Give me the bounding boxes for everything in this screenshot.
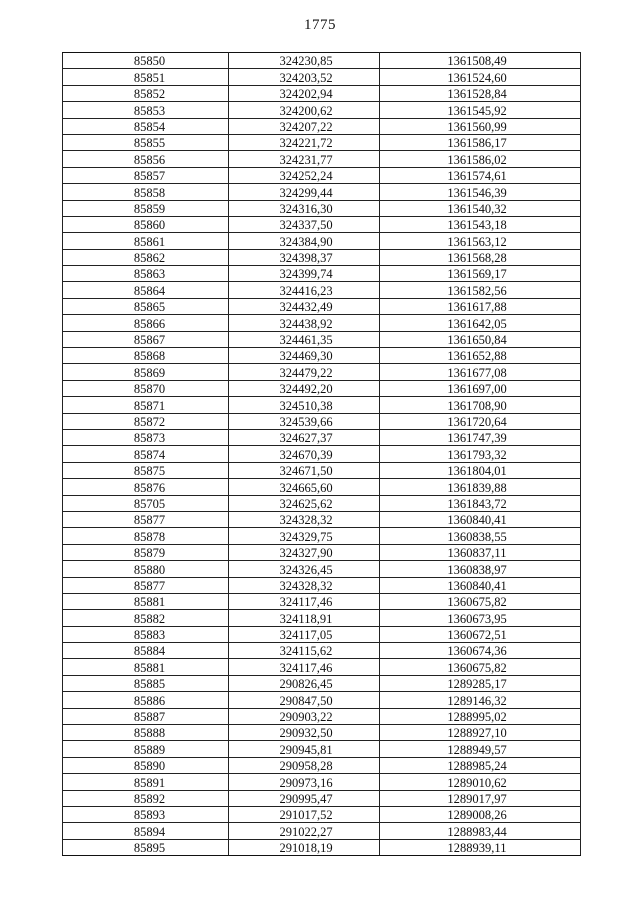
y-coordinate-cell: 1289285,17 xyxy=(380,675,581,691)
point-id-cell: 85886 xyxy=(63,692,229,708)
point-id-cell: 85870 xyxy=(63,380,229,396)
x-coordinate-cell: 324328,32 xyxy=(229,511,380,527)
y-coordinate-cell: 1360838,97 xyxy=(380,561,581,577)
point-id-cell: 85852 xyxy=(63,85,229,101)
x-coordinate-cell: 324671,50 xyxy=(229,462,380,478)
point-id-cell: 85879 xyxy=(63,544,229,560)
y-coordinate-cell: 1361528,84 xyxy=(380,85,581,101)
x-coordinate-cell: 324461,35 xyxy=(229,331,380,347)
point-id-cell: 85881 xyxy=(63,593,229,609)
x-coordinate-cell: 324479,22 xyxy=(229,364,380,380)
y-coordinate-cell: 1360840,41 xyxy=(380,577,581,593)
x-coordinate-cell: 290826,45 xyxy=(229,675,380,691)
point-id-cell: 85862 xyxy=(63,249,229,265)
table-row xyxy=(63,708,581,724)
point-id-cell: 85864 xyxy=(63,282,229,298)
x-coordinate-cell: 324327,90 xyxy=(229,544,380,560)
y-coordinate-cell: 1288939,11 xyxy=(380,839,581,855)
x-coordinate-cell: 324627,37 xyxy=(229,429,380,445)
point-id-cell: 85874 xyxy=(63,446,229,462)
x-coordinate-cell: 324432,49 xyxy=(229,298,380,314)
y-coordinate-cell: 1360837,11 xyxy=(380,544,581,560)
y-coordinate-cell: 1361804,01 xyxy=(380,462,581,478)
table-row xyxy=(63,53,581,69)
x-coordinate-cell: 324207,22 xyxy=(229,118,380,134)
point-id-cell: 85858 xyxy=(63,184,229,200)
point-id-cell: 85877 xyxy=(63,511,229,527)
table-row xyxy=(63,429,581,445)
table-row xyxy=(63,643,581,659)
y-coordinate-cell: 1361563,12 xyxy=(380,233,581,249)
x-coordinate-cell: 324399,74 xyxy=(229,266,380,282)
x-coordinate-cell: 324384,90 xyxy=(229,233,380,249)
y-coordinate-cell: 1360838,55 xyxy=(380,528,581,544)
point-id-cell: 85863 xyxy=(63,266,229,282)
y-coordinate-cell: 1361677,08 xyxy=(380,364,581,380)
y-coordinate-cell: 1361569,17 xyxy=(380,266,581,282)
y-coordinate-cell: 1289017,97 xyxy=(380,790,581,806)
table-row xyxy=(63,577,581,593)
y-coordinate-cell: 1361568,28 xyxy=(380,249,581,265)
x-coordinate-cell: 324299,44 xyxy=(229,184,380,200)
point-id-cell: 85888 xyxy=(63,725,229,741)
x-coordinate-cell: 324117,46 xyxy=(229,593,380,609)
y-coordinate-cell: 1361582,56 xyxy=(380,282,581,298)
table-row xyxy=(63,757,581,773)
table-row xyxy=(63,544,581,560)
table-row xyxy=(63,233,581,249)
y-coordinate-cell: 1361543,18 xyxy=(380,216,581,232)
table-row xyxy=(63,511,581,527)
table-row xyxy=(63,659,581,675)
table-row xyxy=(63,249,581,265)
y-coordinate-cell: 1361560,99 xyxy=(380,118,581,134)
x-coordinate-cell: 291018,19 xyxy=(229,839,380,855)
y-coordinate-cell: 1361642,05 xyxy=(380,315,581,331)
table-row xyxy=(63,626,581,642)
table-row xyxy=(63,298,581,314)
point-id-cell: 85889 xyxy=(63,741,229,757)
x-coordinate-cell: 290958,28 xyxy=(229,757,380,773)
table-row xyxy=(63,741,581,757)
table-row xyxy=(63,134,581,150)
y-coordinate-cell: 1288927,10 xyxy=(380,725,581,741)
table-row xyxy=(63,528,581,544)
x-coordinate-cell: 324203,52 xyxy=(229,69,380,85)
x-coordinate-cell: 324670,39 xyxy=(229,446,380,462)
x-coordinate-cell: 324252,24 xyxy=(229,167,380,183)
table-row xyxy=(63,413,581,429)
point-id-cell: 85895 xyxy=(63,839,229,855)
point-id-cell: 85890 xyxy=(63,757,229,773)
y-coordinate-cell: 1361652,88 xyxy=(380,348,581,364)
point-id-cell: 85866 xyxy=(63,315,229,331)
coordinates-table-body xyxy=(63,53,581,856)
table-row xyxy=(63,85,581,101)
x-coordinate-cell: 324115,62 xyxy=(229,643,380,659)
table-row xyxy=(63,839,581,855)
point-id-cell: 85865 xyxy=(63,298,229,314)
point-id-cell: 85851 xyxy=(63,69,229,85)
y-coordinate-cell: 1361586,02 xyxy=(380,151,581,167)
table-row xyxy=(63,823,581,839)
table-row xyxy=(63,216,581,232)
table-row xyxy=(63,561,581,577)
point-id-cell: 85705 xyxy=(63,495,229,511)
y-coordinate-cell: 1361524,60 xyxy=(380,69,581,85)
x-coordinate-cell: 324539,66 xyxy=(229,413,380,429)
table-row xyxy=(63,806,581,822)
point-id-cell: 85850 xyxy=(63,53,229,69)
point-id-cell: 85884 xyxy=(63,643,229,659)
coordinates-table xyxy=(62,52,581,856)
point-id-cell: 85882 xyxy=(63,610,229,626)
point-id-cell: 85885 xyxy=(63,675,229,691)
table-row xyxy=(63,495,581,511)
point-id-cell: 85871 xyxy=(63,397,229,413)
table-row xyxy=(63,69,581,85)
y-coordinate-cell: 1288983,44 xyxy=(380,823,581,839)
table-row xyxy=(63,446,581,462)
table-row xyxy=(63,479,581,495)
x-coordinate-cell: 324326,45 xyxy=(229,561,380,577)
y-coordinate-cell: 1361650,84 xyxy=(380,331,581,347)
point-id-cell: 85868 xyxy=(63,348,229,364)
table-row xyxy=(63,675,581,691)
point-id-cell: 85880 xyxy=(63,561,229,577)
y-coordinate-cell: 1289146,32 xyxy=(380,692,581,708)
table-row xyxy=(63,331,581,347)
table-row xyxy=(63,151,581,167)
point-id-cell: 85857 xyxy=(63,167,229,183)
table-row xyxy=(63,282,581,298)
y-coordinate-cell: 1289010,62 xyxy=(380,774,581,790)
y-coordinate-cell: 1361508,49 xyxy=(380,53,581,69)
y-coordinate-cell: 1360675,82 xyxy=(380,659,581,675)
table-row xyxy=(63,610,581,626)
y-coordinate-cell: 1288985,24 xyxy=(380,757,581,773)
y-coordinate-cell: 1361574,61 xyxy=(380,167,581,183)
page-number: 1775 xyxy=(304,17,336,33)
point-id-cell: 85892 xyxy=(63,790,229,806)
y-coordinate-cell: 1360840,41 xyxy=(380,511,581,527)
point-id-cell: 85894 xyxy=(63,823,229,839)
y-coordinate-cell: 1361545,92 xyxy=(380,102,581,118)
point-id-cell: 85878 xyxy=(63,528,229,544)
y-coordinate-cell: 1360674,36 xyxy=(380,643,581,659)
y-coordinate-cell: 1360675,82 xyxy=(380,593,581,609)
x-coordinate-cell: 324117,46 xyxy=(229,659,380,675)
x-coordinate-cell: 290945,81 xyxy=(229,741,380,757)
y-coordinate-cell: 1361586,17 xyxy=(380,134,581,150)
y-coordinate-cell: 1361697,00 xyxy=(380,380,581,396)
point-id-cell: 85860 xyxy=(63,216,229,232)
y-coordinate-cell: 1288995,02 xyxy=(380,708,581,724)
x-coordinate-cell: 324337,50 xyxy=(229,216,380,232)
y-coordinate-cell: 1361747,39 xyxy=(380,429,581,445)
y-coordinate-cell: 1361708,90 xyxy=(380,397,581,413)
point-id-cell: 85875 xyxy=(63,462,229,478)
point-id-cell: 85873 xyxy=(63,429,229,445)
x-coordinate-cell: 290903,22 xyxy=(229,708,380,724)
table-row xyxy=(63,397,581,413)
x-coordinate-cell: 290995,47 xyxy=(229,790,380,806)
x-coordinate-cell: 324230,85 xyxy=(229,53,380,69)
x-coordinate-cell: 324492,20 xyxy=(229,380,380,396)
table-row xyxy=(63,725,581,741)
point-id-cell: 85893 xyxy=(63,806,229,822)
x-coordinate-cell: 290973,16 xyxy=(229,774,380,790)
x-coordinate-cell: 324329,75 xyxy=(229,528,380,544)
x-coordinate-cell: 291022,27 xyxy=(229,823,380,839)
x-coordinate-cell: 324665,60 xyxy=(229,479,380,495)
table-row xyxy=(63,462,581,478)
point-id-cell: 85876 xyxy=(63,479,229,495)
point-id-cell: 85883 xyxy=(63,626,229,642)
table-row xyxy=(63,790,581,806)
point-id-cell: 85855 xyxy=(63,134,229,150)
x-coordinate-cell: 324316,30 xyxy=(229,200,380,216)
x-coordinate-cell: 291017,52 xyxy=(229,806,380,822)
table-row xyxy=(63,118,581,134)
y-coordinate-cell: 1288949,57 xyxy=(380,741,581,757)
point-id-cell: 85881 xyxy=(63,659,229,675)
x-coordinate-cell: 324625,62 xyxy=(229,495,380,511)
table-row xyxy=(63,364,581,380)
table-row xyxy=(63,348,581,364)
table-row xyxy=(63,593,581,609)
x-coordinate-cell: 324118,91 xyxy=(229,610,380,626)
point-id-cell: 85867 xyxy=(63,331,229,347)
point-id-cell: 85869 xyxy=(63,364,229,380)
point-id-cell: 85856 xyxy=(63,151,229,167)
x-coordinate-cell: 324328,32 xyxy=(229,577,380,593)
y-coordinate-cell: 1361843,72 xyxy=(380,495,581,511)
x-coordinate-cell: 324221,72 xyxy=(229,134,380,150)
point-id-cell: 85861 xyxy=(63,233,229,249)
y-coordinate-cell: 1360672,51 xyxy=(380,626,581,642)
y-coordinate-cell: 1361839,88 xyxy=(380,479,581,495)
y-coordinate-cell: 1361546,39 xyxy=(380,184,581,200)
y-coordinate-cell: 1361720,64 xyxy=(380,413,581,429)
x-coordinate-cell: 290932,50 xyxy=(229,725,380,741)
y-coordinate-cell: 1289008,26 xyxy=(380,806,581,822)
point-id-cell: 85887 xyxy=(63,708,229,724)
y-coordinate-cell: 1361540,32 xyxy=(380,200,581,216)
x-coordinate-cell: 324398,37 xyxy=(229,249,380,265)
point-id-cell: 85854 xyxy=(63,118,229,134)
y-coordinate-cell: 1361793,32 xyxy=(380,446,581,462)
table-row xyxy=(63,774,581,790)
x-coordinate-cell: 324200,62 xyxy=(229,102,380,118)
table-row xyxy=(63,266,581,282)
point-id-cell: 85872 xyxy=(63,413,229,429)
x-coordinate-cell: 324438,92 xyxy=(229,315,380,331)
x-coordinate-cell: 290847,50 xyxy=(229,692,380,708)
table-row xyxy=(63,102,581,118)
x-coordinate-cell: 324469,30 xyxy=(229,348,380,364)
x-coordinate-cell: 324117,05 xyxy=(229,626,380,642)
table-row xyxy=(63,200,581,216)
point-id-cell: 85859 xyxy=(63,200,229,216)
table-row xyxy=(63,315,581,331)
table-row xyxy=(63,692,581,708)
y-coordinate-cell: 1361617,88 xyxy=(380,298,581,314)
point-id-cell: 85891 xyxy=(63,774,229,790)
table-row xyxy=(63,184,581,200)
point-id-cell: 85877 xyxy=(63,577,229,593)
x-coordinate-cell: 324202,94 xyxy=(229,85,380,101)
y-coordinate-cell: 1360673,95 xyxy=(380,610,581,626)
x-coordinate-cell: 324231,77 xyxy=(229,151,380,167)
point-id-cell: 85853 xyxy=(63,102,229,118)
table-row xyxy=(63,380,581,396)
table-row xyxy=(63,167,581,183)
x-coordinate-cell: 324416,23 xyxy=(229,282,380,298)
x-coordinate-cell: 324510,38 xyxy=(229,397,380,413)
